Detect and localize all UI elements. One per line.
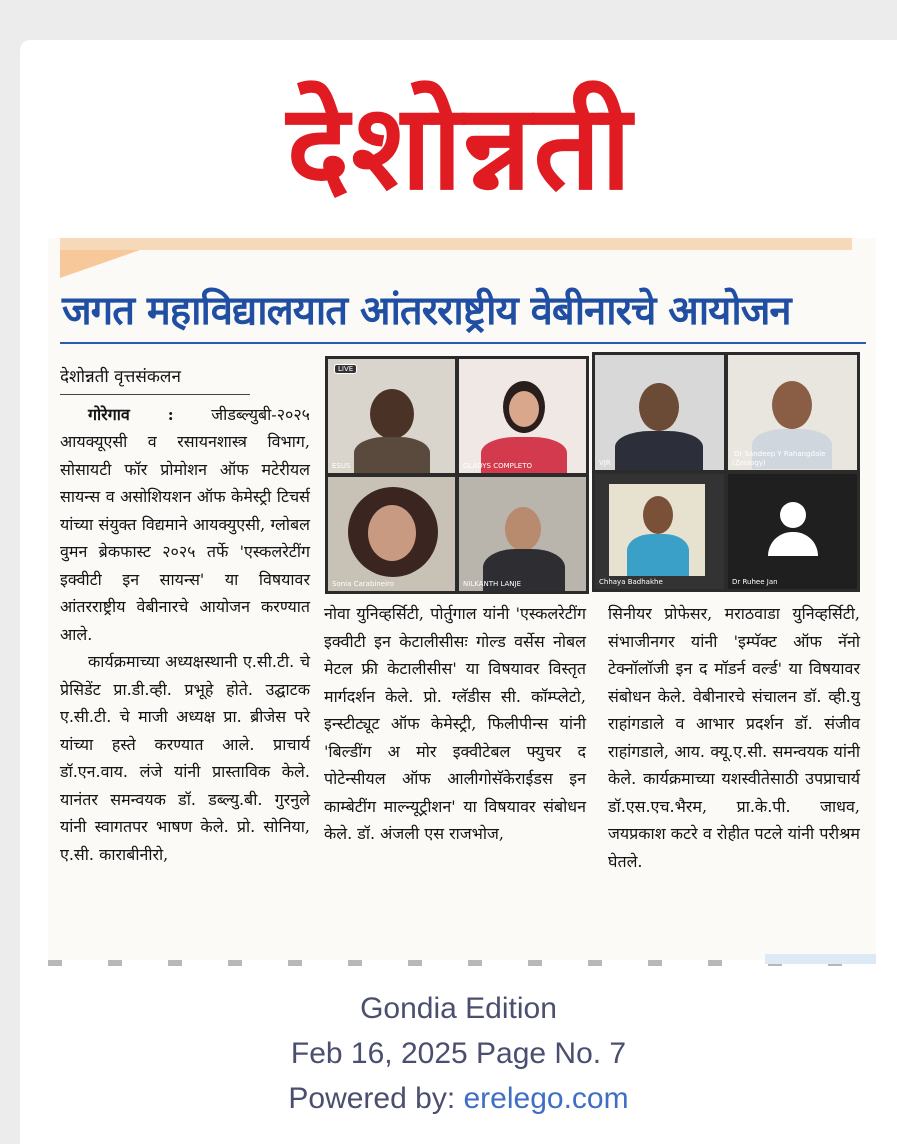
avatar-head-icon bbox=[780, 502, 806, 528]
clipping-corner-tab bbox=[60, 250, 140, 278]
participant-subtitle: (Zoology) bbox=[732, 459, 766, 467]
participant-name: Dr Ruhee Jan bbox=[732, 578, 778, 586]
video-tile bbox=[459, 477, 586, 591]
participant-name: Chhaya Badhakhe bbox=[599, 578, 663, 586]
avatar-body-icon bbox=[768, 532, 818, 556]
participant-body bbox=[615, 431, 703, 470]
participant-name: VJR bbox=[599, 459, 611, 467]
participant-name: NILKANTH LANJE bbox=[463, 580, 522, 588]
edition-footer bbox=[20, 986, 897, 1121]
newspaper-masthead: देशोन्नती bbox=[286, 78, 634, 216]
news-clipping bbox=[48, 238, 876, 960]
article-column-2 bbox=[324, 600, 586, 848]
participant-head bbox=[370, 389, 414, 439]
participant-body bbox=[627, 534, 689, 576]
participant-head bbox=[505, 507, 541, 551]
clipping-bottom-tint bbox=[765, 954, 876, 964]
webinar-screenshot-right bbox=[592, 352, 860, 592]
participant-head bbox=[772, 381, 812, 429]
participant-face bbox=[368, 505, 416, 561]
participant-name: ESUS bbox=[332, 462, 351, 470]
webinar-screenshot-left bbox=[325, 356, 589, 594]
video-tile bbox=[595, 355, 724, 470]
video-tile bbox=[595, 474, 724, 589]
video-tile bbox=[328, 477, 455, 591]
clipping-top-stripe bbox=[60, 238, 852, 250]
article-column-3 bbox=[608, 600, 860, 875]
participant-name: Sonia Carabineiro bbox=[332, 580, 395, 588]
article-byline: देशोन्नती वृत्तसंकलन bbox=[60, 364, 250, 395]
article-paragraph-1-text: जीडब्ल्युबी-२०२५ आयक्यूएसी व रसायनशास्त्र विभाग, सोसायटी फॉर प्रोमोशन ऑफ मटेरीयल सायन्स व असोशियशन ऑफ केमेस्ट्री टिचर्स यांच्या संयुक्त विद्यमाने आयक्युएसी, ग्लोबल वुमन ब्रेकफास्ट २०२५ तर्फे 'एस्कलरेटींग इक्वीटी इन सायन्स' या विषयावर आंतरराष्ट्रीय वेबीनारचे आयोजन करण्यात आले. bbox=[60, 404, 310, 644]
participant-face bbox=[509, 391, 539, 427]
powered-by bbox=[20, 1076, 897, 1121]
participant-name: Dr Sandeep Y Rahangdale bbox=[734, 450, 826, 458]
participant-head bbox=[639, 383, 679, 431]
participant-head bbox=[643, 496, 673, 534]
dateline-place: गोरेगाव : bbox=[88, 404, 174, 424]
article-paragraph-3: नोवा युनिव्हर्सिटी, पोर्तुगाल यांनी 'एस्कलरेटींग इक्वीटी इन केटालीसीसः गोल्ड वर्सेस नोबल मेटल फ्री केटालीसीस' या विषयावर विस्तृत मार्गदर्शन केले. प्रो. ग्लॅडीस सी. कॉम्प्लेटो, इन्स्टीट्यूट ऑफ केमेस्ट्री, फिलीपीन्स यांनी 'बिल्डींग अ मोर इक्वीटेबल फ्युचर द पोटेन्सीयल ऑफ आलीगोसॅकेराईडस इन काम्बेटींग माल्न्यूट्रीशन' या विषयावर संबोधन केले. डॉ. अंजली एस राजभोज, bbox=[324, 604, 586, 843]
video-tile bbox=[328, 359, 455, 473]
video-tile bbox=[459, 359, 586, 473]
powered-by-label: Powered by: bbox=[288, 1082, 456, 1115]
edition-name: Gondia Edition bbox=[360, 992, 557, 1025]
video-tile bbox=[728, 474, 857, 589]
edition-date-page: Feb 16, 2025 Page No. 7 bbox=[290, 1037, 627, 1070]
participant-name: GLADYS COMPLETO bbox=[463, 462, 532, 470]
article-paragraph-4: सिनीयर प्रोफेसर, मराठवाडा युनिव्हर्सिटी, संभाजीनगर यांनी 'इम्पॅक्ट ऑफ नॅनो टेक्नॉलॉजी इन द मॉडर्न वर्ल्ड' या विषयावर संबोधन केले. वेबीनारचे संचालन डॉ. व्ही.यु राहांगडाले व आभार प्रदर्शन डॉ. संजीव राहांगडाले, आय. क्यू.ए.सी. समन्वयक यांनी केले. कार्यक्रमाच्या यशस्वीतेसाठी उपप्राचार्य डॉ.एस.एच.भैरम, प्रा.के.पी. जाधव, जयप्रकाश कटरे व रोहीत पटले यांनी परीश्रम घेतले. bbox=[608, 604, 860, 871]
headline-divider bbox=[60, 342, 866, 344]
live-badge: LIVE bbox=[334, 364, 357, 374]
clipping-bottom-edge bbox=[48, 960, 876, 966]
powered-by-link[interactable]: erelego.com bbox=[463, 1082, 629, 1115]
article-column-1 bbox=[60, 364, 310, 868]
participant-body bbox=[354, 437, 430, 473]
article-paragraph-2: कार्यक्रमाच्या अध्यक्षस्थानी ए.सी.टी. चे प्रेसिडेंट प्रा.डी.व्ही. प्रभूहे होते. उद्घाटक ए.सी.टी. चे माजी अध्यक्ष प्रा. ब्रीजेस परे यांच्या हस्ते करण्यात आले. प्राचार्य डॉ.एन.वाय. लंजे यांनी प्रास्ताविक केले. यानंतर समन्वयक डॉ. डब्ल्यु.बी. गुरनुले यांनी स्वागतपर भाषण केले. प्रो. सोनिया, ए.सी. काराबीनीरो, bbox=[60, 652, 310, 864]
article-paragraph-1 bbox=[60, 401, 310, 649]
video-tile bbox=[728, 355, 857, 470]
article-headline: जगत महाविद्यालयात आंतरराष्ट्रीय वेबीनारचे आयोजन bbox=[62, 288, 791, 334]
